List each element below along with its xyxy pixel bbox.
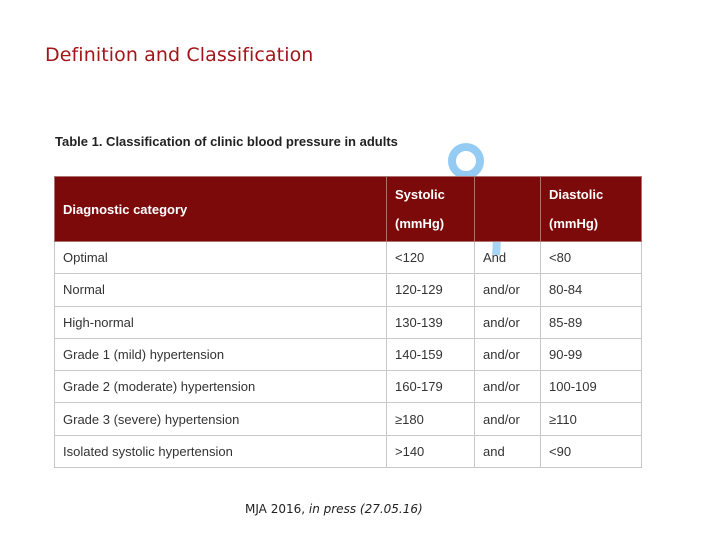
table-row: [55, 435, 642, 467]
slide-title: Definition and Classification: [45, 44, 314, 66]
cell-systolic: 130-139: [387, 306, 475, 338]
table-row: [55, 371, 642, 403]
cell-systolic: <120: [387, 242, 475, 274]
cell-systolic: 160-179: [387, 371, 475, 403]
table-row: [55, 403, 642, 435]
cell-diastolic: <80: [541, 242, 642, 274]
cell-connector: and/or: [475, 306, 541, 338]
bp-classification-table: [54, 176, 642, 468]
cell-category: Isolated systolic hypertension: [55, 435, 387, 467]
cell-systolic: 140-159: [387, 338, 475, 370]
cell-category: Grade 3 (severe) hypertension: [55, 403, 387, 435]
header-connector: [475, 177, 541, 242]
cell-diastolic: 100-109: [541, 371, 642, 403]
header-systolic-label: Systolic: [395, 187, 445, 202]
cell-systolic: ≥180: [387, 403, 475, 435]
header-diastolic-unit: (mmHg): [549, 216, 599, 231]
cell-diastolic: 85-89: [541, 306, 642, 338]
cell-connector: and: [475, 435, 541, 467]
header-category: Diagnostic category: [55, 177, 387, 242]
cell-systolic: >140: [387, 435, 475, 467]
cell-systolic: 120-129: [387, 274, 475, 306]
cell-category: High-normal: [55, 306, 387, 338]
cell-category: Optimal: [55, 242, 387, 274]
header-systolic: [387, 177, 475, 242]
table-caption: Table 1. Classification of clinic blood pressure in adults: [55, 134, 398, 149]
cell-diastolic: ≥110: [541, 403, 642, 435]
header-diastolic-label: Diastolic: [549, 187, 604, 202]
citation: [245, 502, 423, 516]
header-systolic-unit: (mmHg): [395, 216, 445, 231]
cell-diastolic: 80-84: [541, 274, 642, 306]
table-row: [55, 338, 642, 370]
citation-prefix: MJA 2016,: [245, 502, 309, 516]
cell-connector: and/or: [475, 371, 541, 403]
cell-category: Grade 1 (mild) hypertension: [55, 338, 387, 370]
cell-category: Normal: [55, 274, 387, 306]
cell-diastolic: <90: [541, 435, 642, 467]
citation-press-note: in press (27.05.16): [308, 502, 423, 516]
table-row: [55, 306, 642, 338]
cell-diastolic: 90-99: [541, 338, 642, 370]
header-diastolic: [541, 177, 642, 242]
cell-connector: and/or: [475, 274, 541, 306]
cell-category: Grade 2 (moderate) hypertension: [55, 371, 387, 403]
cell-connector: And: [475, 242, 541, 274]
table-row: [55, 274, 642, 306]
cell-connector: and/or: [475, 338, 541, 370]
table-header-row: [55, 177, 642, 242]
table-row: [55, 242, 642, 274]
cell-connector: and/or: [475, 403, 541, 435]
